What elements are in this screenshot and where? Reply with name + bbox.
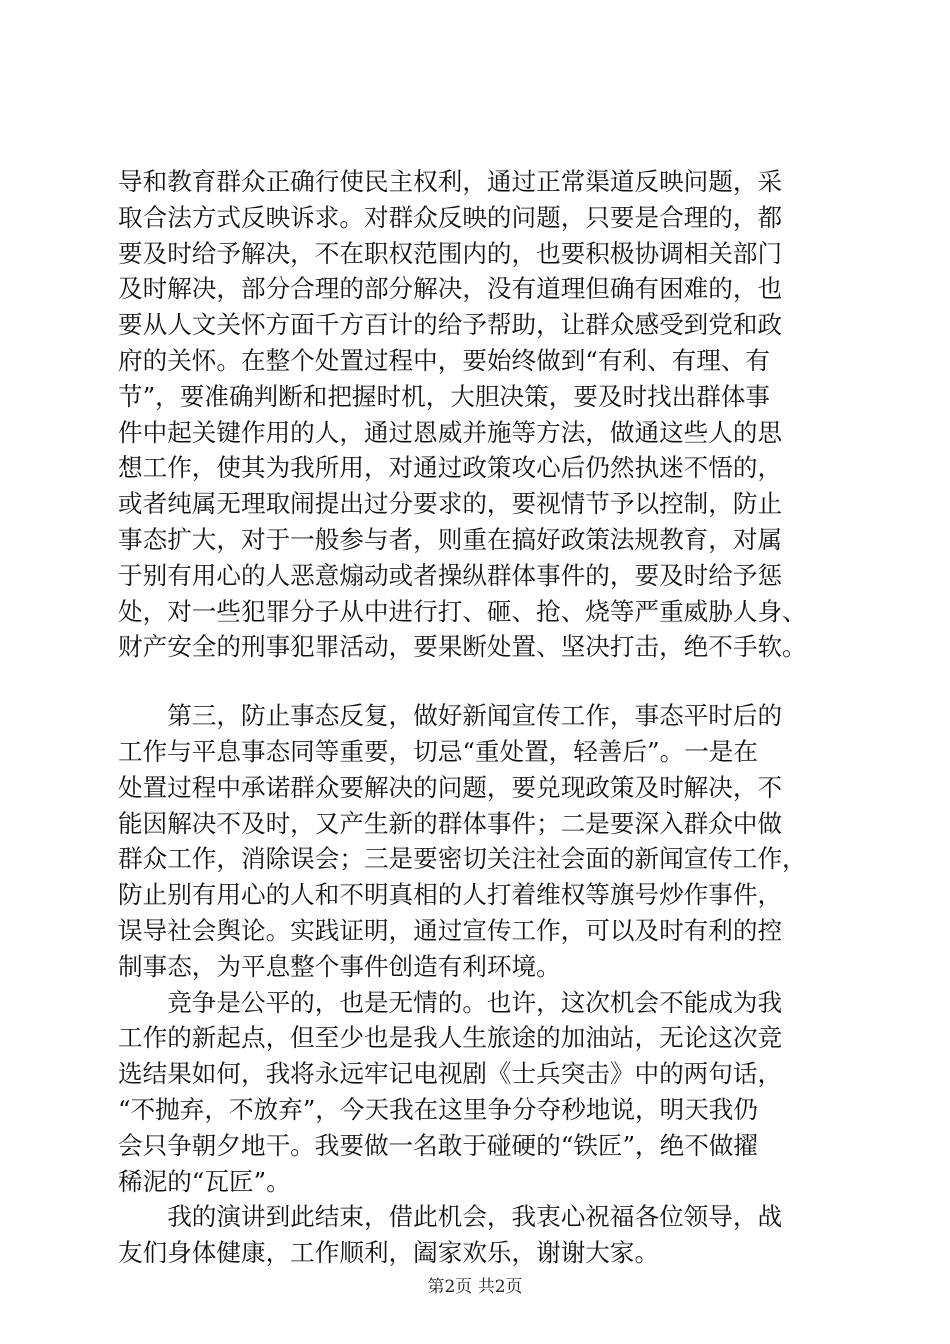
text-line: 制事态，为平息整个事件创造有利环境。 [118,951,561,981]
text-line: 选结果如何，我将永远牢记电视剧《士兵突击》中的两句话， [118,1059,783,1089]
paragraph-4 [118,1199,838,1271]
text-line: 想工作，使其为我所用，对通过政策攻心后仍然执迷不悟的， [118,453,783,483]
text-line: 导和教育群众正确行使民主权利，通过正常渠道反映问题，采 [118,167,783,196]
text-line: 要从人文关怀方面千方百计的给予帮助，让群众感受到党和政 [118,310,783,340]
text-line: “不抛弃，不放弃”，今天我在这里争分夺秒地说，明天我仍 [118,1094,758,1124]
text-line: 及时解决，部分合理的部分解决，没有道理但确有困难的，也 [118,274,783,304]
text-line: 要及时给予解决，不在职权范围内的，也要积极协调相关部门 [118,238,783,268]
paragraph-3 [118,985,838,1200]
text-line: 事态扩大，对于一般参与者，则重在搞好政策法规教育，对属 [118,524,783,554]
text-line: 财产安全的刑事犯罪活动，要果断处置、坚决打击，绝不手软。 [118,632,807,662]
text-line: 能因解决不及时，又产生新的群体事件；二是要深入群众中做 [118,808,783,838]
text-line: 会只争朝夕地干。我要做一名敢于碰硬的“铁匠”，绝不做擢 [118,1130,758,1160]
text-line: 取合法方式反映诉求。对群众反映的问题，只要是合理的，都 [118,202,783,232]
text-line: 群众工作，消除误会；三是要密切关注社会面的新闻宣传工作， [118,844,807,874]
paragraph-spacer [118,665,838,698]
text-line: 于别有用心的人恶意煽动或者操纵群体事件的，要及时给予惩 [118,560,783,590]
text-line: 工作与平息事态同等重要，切忌“重处置，轻善后”。一是在 [118,736,758,766]
text-line: 节”，要准确判断和把握时机，大胆决策，要及时找出群体事 [118,381,771,411]
document-body [118,164,838,1271]
text-line: 件中起关键作用的人，通过恩威并施等方法，做通这些人的思 [118,417,783,447]
text-line: 第三，防止事态反复，做好新闻宣传工作，事态平时后的 [118,701,783,731]
text-line: 稀泥的“瓦匠”。 [118,1166,291,1196]
text-line: 友们身体健康，工作顺利，阖家欢乐，谢谢大家。 [118,1238,660,1268]
text-line: 我的演讲到此结束，借此机会，我衷心祝福各位领导，战 [118,1202,783,1232]
text-line: 竞争是公平的，也是无情的。也许，这次机会不能成为我 [118,987,783,1017]
text-line: 处，对一些犯罪分子从中进行打、砸、抢、烧等严重威胁人身、 [118,596,807,626]
text-line: 误导社会舆论。实践证明，通过宣传工作，可以及时有利的控 [118,915,783,945]
text-line: 或者纯属无理取闹提出过分要求的，要视情节予以控制，防止 [118,489,783,519]
page-footer: 第2页 共2页 [427,1277,523,1297]
paragraph-1 [118,164,838,665]
text-line: 防止别有用心的人和不明真相的人打着维权等旗号炒作事件， [118,880,783,910]
text-line: 处置过程中承诺群众要解决的问题，要兑现政策及时解决，不 [118,772,783,802]
text-line: 工作的新起点，但至少也是我人生旅途的加油站，无论这次竞 [118,1023,783,1053]
text-line: 府的关怀。在整个处置过程中，要始终做到“有利、有理、有 [118,345,771,375]
paragraph-2 [118,698,838,984]
